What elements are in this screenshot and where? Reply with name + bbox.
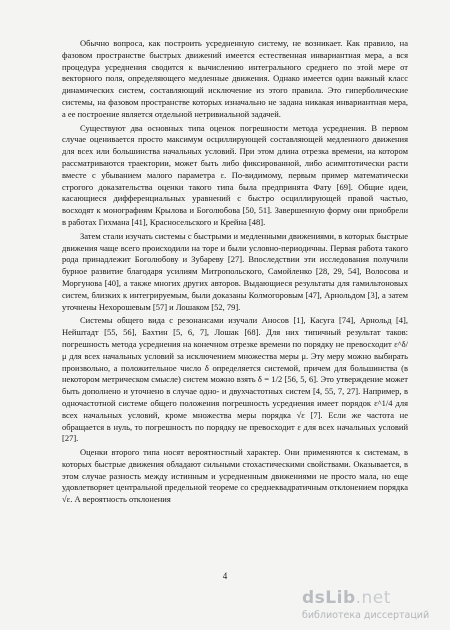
body-text (62, 38, 408, 508)
paragraph-4: Системы общего вида с резонансами изучали Аносов [1], Касуга [74], Арнольд [4], Нейштадт [55, 56], Бахтин [5, 6, 7], Лошак [68]. Для них типичный результат таков: погрешность метода усреднения на конечном отрезке времени по порядку не превосходит ε^δ/μ для всех начальных условий за исключением множества меры μ. Эту меру можно выбирать произвольно, а положительное число δ определяется системой, причем для большинства (в некотором метрическом смысле) систем можно взять δ = 1/2 [56, 5, 6]. Это утверждение может быть дополнено и уточнено в случае одно- и двухчастотных систем [4, 55, 7, 27]. Например, в одночастотной системе общего положения погрешность усреднения имеет порядок ε^1/4 для всех начальных условий, кроме множества меры порядка √ε [7]. Если же частота не обращается в нуль, то погрешность по порядку не превосходит ε для всех начальных условий [27]. (62, 315, 408, 444)
paragraph-3: Затем стали изучать системы с быстрыми и медленными движениями, в которых быстрые движения чаще всего происходили на торе и были условно-периодичны. Первая работа такого рода принадлежит Боголюбову и Зубареву [27]. Впоследствии эти исследования получили бурное развитие благодаря усилиям Митропольского, Самойленко [28, 29, 54], Волосова и Моргунова [40], а также многих других авторов. Выдающиеся результаты для гамильтоновых систем, близких к интегрируемым, были доказаны Колмогоровым [47], Арнольдом [3], а затем уточнены Нехорошевым [57] и Лошаком [52, 79]. (62, 230, 408, 312)
watermark-logo-text (302, 588, 391, 608)
watermark-tld: .net (355, 588, 391, 608)
page-number: 4 (222, 571, 228, 581)
watermark-subtitle: библиотека диссертаций (302, 610, 430, 621)
watermark-title: dsLib (302, 588, 356, 608)
paragraph-1: Обычно вопроса, как построить усредненную систему, не возникает. Как правило, на фазовом пространстве быстрых движений имеется естественная инвариантная мера, а вся процедура усреднения сводится к вычислению интегрального среднего по этой мере от векторного поля, определяющего медленные движения. Однако имеется один важный класс динамических систем, составляющий исключение из этого правила. Это гиперболические системы, на фазовом пространстве которых изначально не задана никакая инвариантная мера, а ее построение является отдельной нетривиальной задачей. (62, 38, 408, 119)
paragraph-5: Оценки второго типа носят вероятностный характер. Они применяются к системам, в которых быстрые движения обладают сильными стохастическими свойствами. Оказывается, в этом случае разность между истинным и усредненным движениями не просто мала, но еще удовлетворяет центральной предельной теореме со среднеквадратичным отклонением порядка √ε. А вероятность отклонения (62, 447, 408, 505)
paragraph-2: Существуют два основных типа оценок погрешности метода усреднения. В первом случае оценивается просто максимум осциллирующей составляющей медленного движения для всех или большинства начальных условий. При этом длина отрезка времени, на котором рассматриваются траектории, может быть либо фиксированной, либо асимптотически расти вместе с убыванием малого параметра ε. По-видимому, первым пример математически строгого доказательства оценки такого типа была предпринята Фату [69]. Общие идеи, касающиеся дифференциальных уравнений с быстро осциллирующей правой частью, восходят к монографиям Крылова и Боголюбова [50, 51]. Завершенную форму они приобрели в работах Гихмана [41], Красносельского и Крейна [48]. (62, 122, 408, 227)
site-watermark[interactable] (300, 588, 440, 624)
